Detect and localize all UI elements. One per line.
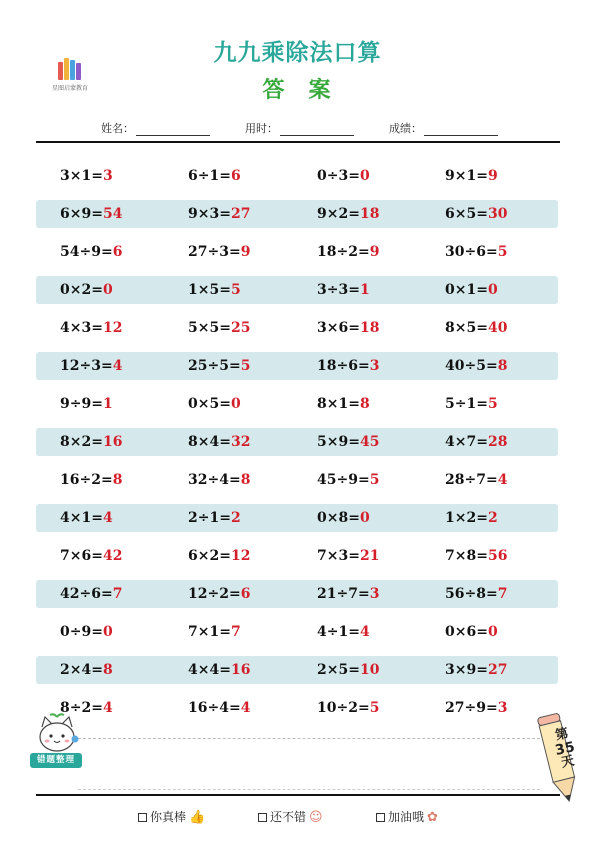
problem-question: 42÷6= <box>60 586 113 602</box>
problem-item <box>317 428 379 456</box>
problem-answer: 2 <box>230 510 241 526</box>
problem-answer: 4 <box>497 472 508 488</box>
problem-answer: 0 <box>359 510 370 526</box>
day-suffix: 天 <box>559 753 576 772</box>
problem-answer: 5 <box>230 282 241 298</box>
problem-answer: 5 <box>369 700 380 716</box>
problem-question: 9×1= <box>445 168 488 184</box>
problem-answer: 6 <box>112 244 123 260</box>
problem-answer: 3 <box>369 358 380 374</box>
problem-question: 8×5= <box>445 320 488 336</box>
problem-question: 7×3= <box>317 548 360 564</box>
problem-answer: 4 <box>102 510 113 526</box>
problem-question: 12÷2= <box>188 586 241 602</box>
problem-answer: 4 <box>240 700 251 716</box>
problem-question: 0÷3= <box>317 168 360 184</box>
problem-question: 0÷9= <box>60 624 103 640</box>
problem-row <box>36 466 558 494</box>
brand-name: 星图启蒙教育 <box>51 85 88 92</box>
problem-answer: 12 <box>102 320 123 336</box>
problem-question: 32÷4= <box>188 472 241 488</box>
problem-answer: 5 <box>487 396 498 412</box>
problem-answer: 7 <box>112 586 123 602</box>
problem-item <box>445 656 507 684</box>
problem-item <box>445 580 507 608</box>
problem-question: 4×4= <box>188 662 231 678</box>
time-blank[interactable] <box>280 125 354 136</box>
checkbox-icon[interactable] <box>258 813 267 822</box>
problem-question: 21÷7= <box>317 586 370 602</box>
problem-question: 3×9= <box>445 662 488 678</box>
problem-question: 40÷5= <box>445 358 498 374</box>
problem-question: 9×3= <box>188 206 231 222</box>
problem-item <box>317 238 379 266</box>
problem-answer: 30 <box>487 206 508 222</box>
problem-answer: 18 <box>359 320 380 336</box>
problem-item <box>445 238 507 266</box>
problem-answer: 42 <box>102 548 123 564</box>
problem-answer: 5 <box>369 472 380 488</box>
problem-item <box>317 656 379 684</box>
problem-item <box>60 238 122 266</box>
checkbox-icon[interactable] <box>376 813 385 822</box>
problem-question: 12÷3= <box>60 358 113 374</box>
problem-item <box>445 466 507 494</box>
problem-question: 10÷2= <box>317 700 370 716</box>
problem-answer: 7 <box>497 586 508 602</box>
problem-answer: 12 <box>230 548 251 564</box>
problem-item <box>445 276 498 304</box>
problem-question: 4×7= <box>445 434 488 450</box>
problem-item <box>188 352 250 380</box>
problem-question: 56÷8= <box>445 586 498 602</box>
problem-question: 5×9= <box>317 434 360 450</box>
problem-item <box>317 466 379 494</box>
problem-row <box>36 276 558 304</box>
problem-item <box>445 542 507 570</box>
name-label: 姓名： <box>101 122 134 135</box>
problem-question: 9÷9= <box>60 396 103 412</box>
problem-answer: 2 <box>487 510 498 526</box>
problem-item <box>317 694 379 722</box>
rating-great-label: 你真棒 <box>150 810 187 824</box>
rating-ok[interactable] <box>258 808 323 825</box>
problem-answer: 4 <box>359 624 370 640</box>
page-title: 九九乘除法口算 <box>213 40 382 66</box>
problem-answer: 7 <box>230 624 241 640</box>
rating-great[interactable] <box>138 808 205 825</box>
cheer-icon: ✿ <box>427 810 438 825</box>
problem-question: 0×1= <box>445 282 488 298</box>
problem-row <box>36 618 558 646</box>
mistake-notes-area[interactable] <box>78 738 540 790</box>
problem-question: 3÷3= <box>317 282 360 298</box>
problem-question: 0×2= <box>60 282 103 298</box>
problem-question: 18÷6= <box>317 358 370 374</box>
problem-item <box>60 580 122 608</box>
problem-item <box>317 618 370 646</box>
problem-row <box>36 504 558 532</box>
score-blank[interactable] <box>424 125 498 136</box>
problem-row <box>36 314 558 342</box>
smile-icon: ☺ <box>309 810 323 825</box>
problem-answer: 25 <box>230 320 251 336</box>
problem-answer: 56 <box>487 548 508 564</box>
page-subtitle: 答案 <box>262 78 355 103</box>
problem-answer: 0 <box>487 624 498 640</box>
problem-item <box>317 542 379 570</box>
problem-row <box>36 428 558 456</box>
problem-item <box>317 390 370 418</box>
problem-answer: 27 <box>487 662 508 678</box>
problem-answer: 0 <box>102 282 113 298</box>
problem-answer: 5 <box>240 358 251 374</box>
problem-question: 6×9= <box>60 206 103 222</box>
problem-item <box>445 694 507 722</box>
rating-keep-going-label: 加油哦 <box>388 810 425 824</box>
problem-answer: 6 <box>230 168 241 184</box>
problem-question: 8÷2= <box>60 700 103 716</box>
problem-answer: 3 <box>497 700 508 716</box>
footer-divider <box>36 794 560 796</box>
problem-answer: 32 <box>230 434 251 450</box>
problem-question: 5×5= <box>188 320 231 336</box>
problem-item <box>188 618 241 646</box>
time-field[interactable] <box>245 120 354 136</box>
problem-answer: 8 <box>112 472 123 488</box>
problem-item <box>188 162 241 190</box>
problem-item <box>60 466 122 494</box>
problem-item <box>60 656 113 684</box>
problem-question: 4×1= <box>60 510 103 526</box>
problem-question: 6×5= <box>445 206 488 222</box>
problem-answer: 8 <box>497 358 508 374</box>
problem-answer: 0 <box>487 282 498 298</box>
problem-answer: 5 <box>497 244 508 260</box>
problem-answer: 8 <box>102 662 113 678</box>
problem-row <box>36 542 558 570</box>
problem-question: 6÷1= <box>188 168 231 184</box>
problem-question: 3×1= <box>60 168 103 184</box>
problem-answer: 3 <box>102 168 113 184</box>
problem-question: 1×2= <box>445 510 488 526</box>
problem-item <box>188 656 250 684</box>
problem-question: 2×5= <box>317 662 360 678</box>
problem-question: 7×1= <box>188 624 231 640</box>
problem-item <box>317 352 379 380</box>
day-prefix: 第 <box>554 726 570 744</box>
problem-question: 27÷3= <box>188 244 241 260</box>
problem-item <box>188 580 250 608</box>
problem-item <box>60 314 122 342</box>
problem-item <box>317 504 370 532</box>
problem-question: 0×5= <box>188 396 231 412</box>
problem-row <box>36 656 558 684</box>
name-field[interactable] <box>101 120 210 136</box>
problem-answer: 0 <box>359 168 370 184</box>
problem-answer: 6 <box>240 586 251 602</box>
problem-item <box>188 542 250 570</box>
problem-answer: 16 <box>230 662 251 678</box>
problem-item <box>188 238 250 266</box>
problem-question: 2×4= <box>60 662 103 678</box>
problem-item <box>188 314 250 342</box>
problem-item <box>317 580 379 608</box>
problem-question: 18÷2= <box>317 244 370 260</box>
name-blank[interactable] <box>136 125 210 136</box>
problem-question: 7×6= <box>60 548 103 564</box>
problem-question: 4÷1= <box>317 624 360 640</box>
problem-item <box>60 276 113 304</box>
problem-item <box>188 466 250 494</box>
problem-answer: 16 <box>102 434 123 450</box>
problem-question: 28÷7= <box>445 472 498 488</box>
time-label: 用时： <box>245 122 278 135</box>
problem-item <box>445 504 498 532</box>
problem-question: 6×2= <box>188 548 231 564</box>
problem-question: 4×3= <box>60 320 103 336</box>
rating-ok-label: 还不错 <box>270 810 307 824</box>
problem-answer: 1 <box>359 282 370 298</box>
problem-answer: 3 <box>369 586 380 602</box>
problem-question: 8×1= <box>317 396 360 412</box>
problem-answer: 9 <box>487 168 498 184</box>
problem-question: 2÷1= <box>188 510 231 526</box>
problem-item <box>60 504 113 532</box>
problem-item <box>188 428 250 456</box>
problem-item <box>188 694 250 722</box>
problem-answer: 28 <box>487 434 508 450</box>
problem-question: 25÷5= <box>188 358 241 374</box>
problem-item <box>188 200 250 228</box>
problem-item <box>60 200 122 228</box>
problem-question: 16÷4= <box>188 700 241 716</box>
problem-item <box>445 200 507 228</box>
problem-row <box>36 390 558 418</box>
problem-item <box>445 390 498 418</box>
problem-item <box>317 314 379 342</box>
problem-question: 30÷6= <box>445 244 498 260</box>
problem-answer: 54 <box>102 206 123 222</box>
problem-item <box>445 618 498 646</box>
problem-item <box>445 314 507 342</box>
problem-item <box>188 276 241 304</box>
problem-question: 8×4= <box>188 434 231 450</box>
problem-item <box>445 352 507 380</box>
score-field[interactable] <box>389 120 498 136</box>
problem-row <box>36 162 558 190</box>
problem-row <box>36 580 558 608</box>
problem-row <box>36 200 558 228</box>
problem-question: 5÷1= <box>445 396 488 412</box>
score-label: 成绩： <box>389 122 422 135</box>
problem-answer: 18 <box>359 206 380 222</box>
problem-item <box>317 276 370 304</box>
problem-item <box>188 504 241 532</box>
problem-question: 16÷2= <box>60 472 113 488</box>
problem-answer: 4 <box>112 358 123 374</box>
problem-answer: 4 <box>102 700 113 716</box>
problem-item <box>60 618 113 646</box>
day-number: 35 <box>553 738 577 759</box>
problem-question: 0×6= <box>445 624 488 640</box>
problem-item <box>60 390 113 418</box>
problem-grid <box>36 162 558 732</box>
problem-row <box>36 238 558 266</box>
problem-answer: 45 <box>359 434 380 450</box>
problem-item <box>60 428 122 456</box>
problem-answer: 21 <box>359 548 380 564</box>
mistake-notes-label: 错题整理 <box>30 753 82 768</box>
rating-keep-going[interactable] <box>376 808 438 825</box>
problem-answer: 1 <box>102 396 113 412</box>
problem-answer: 40 <box>487 320 508 336</box>
problem-item <box>60 542 122 570</box>
checkbox-icon[interactable] <box>138 813 147 822</box>
problem-answer: 8 <box>240 472 251 488</box>
thumbs-up-icon: 👍 <box>189 810 206 825</box>
problem-row <box>36 694 558 722</box>
problem-question: 27÷9= <box>445 700 498 716</box>
problem-answer: 27 <box>230 206 251 222</box>
problem-question: 0×8= <box>317 510 360 526</box>
problem-answer: 9 <box>369 244 380 260</box>
problem-item <box>317 200 379 228</box>
problem-item <box>445 162 498 190</box>
header-divider <box>36 141 560 143</box>
problem-answer: 0 <box>102 624 113 640</box>
problem-item <box>60 162 113 190</box>
problem-item <box>188 390 241 418</box>
problem-question: 3×6= <box>317 320 360 336</box>
problem-item <box>60 352 122 380</box>
problem-question: 45÷9= <box>317 472 370 488</box>
problem-row <box>36 352 558 380</box>
problem-question: 1×5= <box>188 282 231 298</box>
problem-answer: 10 <box>359 662 380 678</box>
problem-answer: 8 <box>359 396 370 412</box>
problem-item <box>445 428 507 456</box>
problem-question: 7×8= <box>445 548 488 564</box>
problem-question: 54÷9= <box>60 244 113 260</box>
problem-answer: 9 <box>240 244 251 260</box>
problem-item <box>317 162 370 190</box>
problem-question: 8×2= <box>60 434 103 450</box>
problem-question: 9×2= <box>317 206 360 222</box>
problem-answer: 0 <box>230 396 241 412</box>
